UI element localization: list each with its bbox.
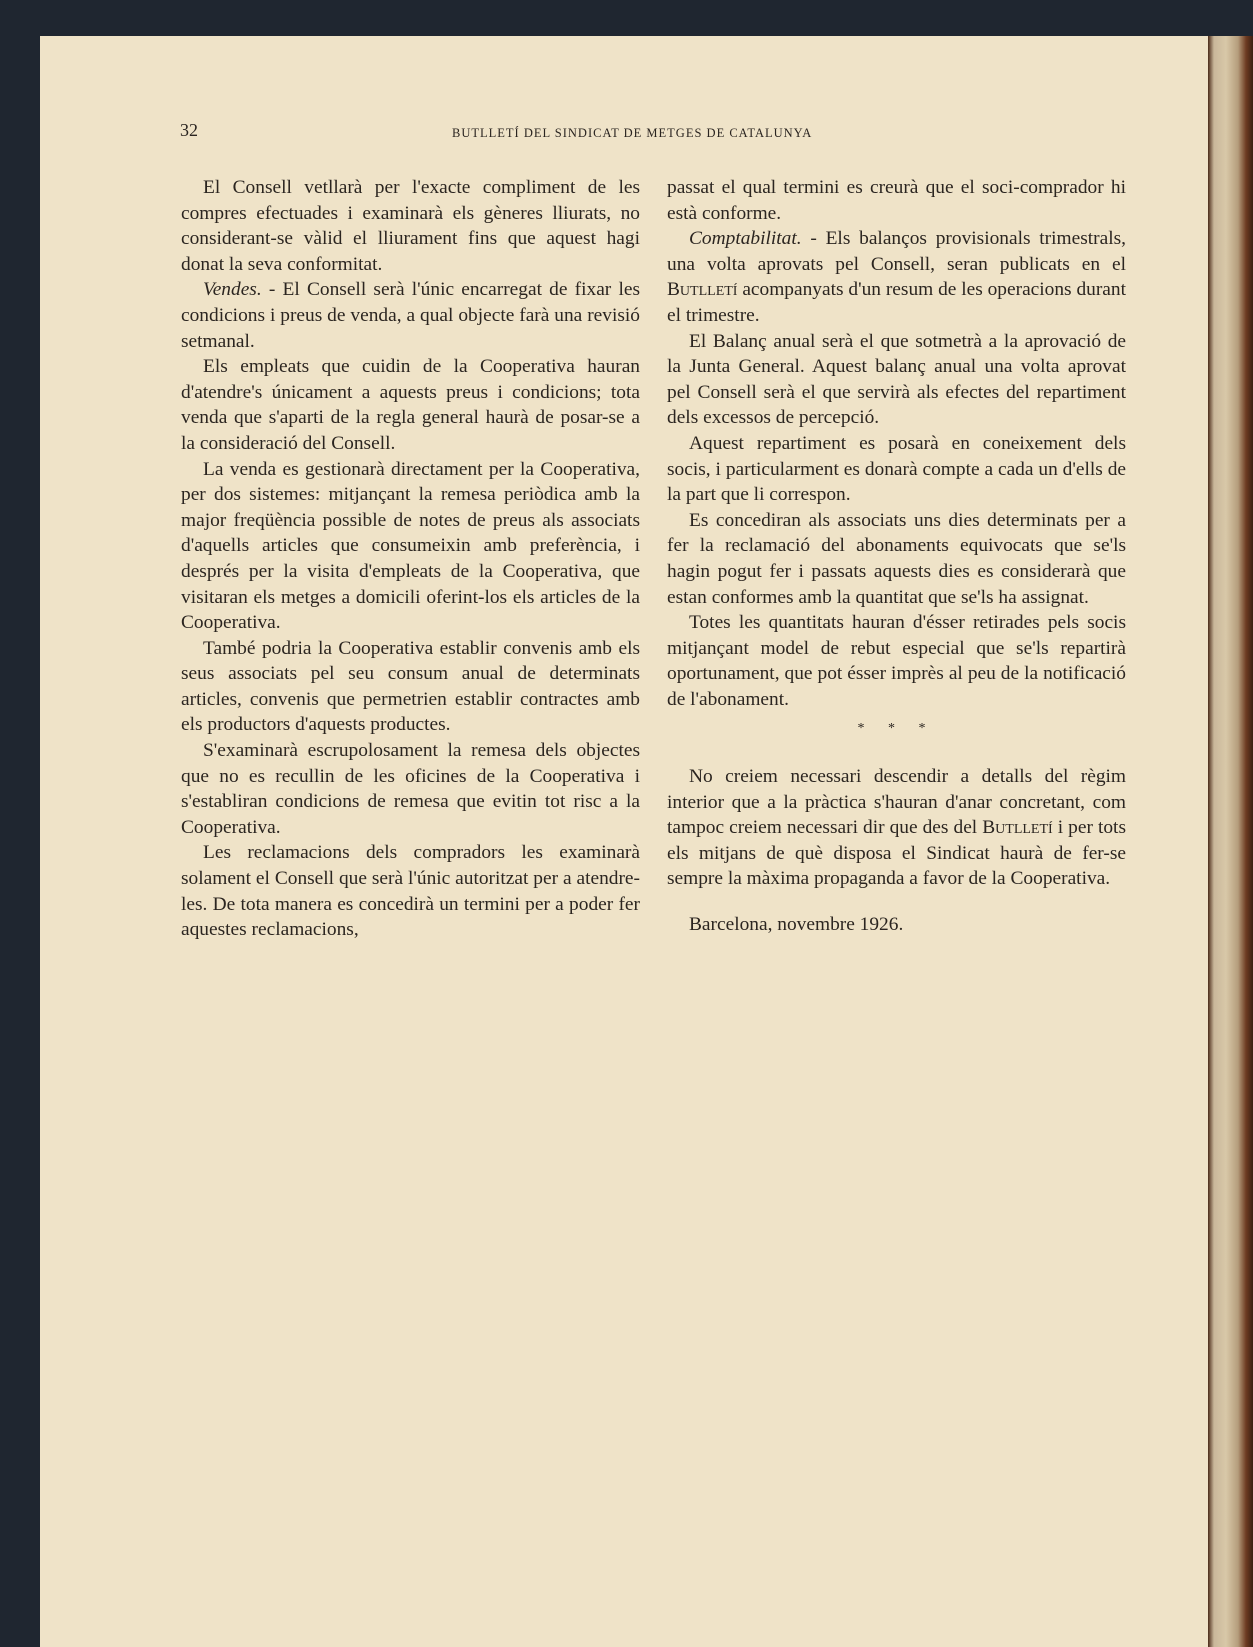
paragraph-body: - Els balanços provisionals trimestrals, una volta aprovats pel Consell, seran publicats en el (667, 228, 1126, 275)
paragraph-vendes (181, 277, 640, 354)
running-head: BUTLLETÍ DEL SINDICAT DE METGES DE CATALUNYA (452, 126, 813, 140)
section-separator: * * * (857, 721, 936, 737)
book-edge (1208, 36, 1253, 1647)
paragraph-body: No creiem necessari descendir a detalls del règim interior que a la pràctica s'hauran d'anar concretant, com tampoc creiem necessari dir que des del (667, 766, 1126, 839)
paragraph: Totes les quantitats hauran d'ésser retirades pels socis mitjançant model de rebut especial que se'ls repartirà oportunament, que pot ésser imprès al peu de la notificació de l'abonament. (667, 612, 1126, 710)
spacer (667, 892, 1126, 912)
paragraph: Els empleats que cuidin de la Cooperativa hauran d'atendre's únicament a aquests preus i condicions; tota venda que s'aparti de la regla general haurà de posar-se a la consideració del Consell. (181, 356, 640, 454)
paragraph: La venda es gestionarà directament per la Cooperativa, per dos sistemes: mitjançant la remesa periòdica amb la major freqüència possible de notes de preus als associats d'aquells articles que consumeixin amb preferència, i després per la visita d'empleats de la Cooperativa, que visitaran els metges a domicili oferint-los els articles de la Cooperativa. (181, 458, 640, 634)
paragraph-body: i per tots els mitjans de què disposa el Sindicat haurà de fer-se sempre la màxima propaganda a favor de la Cooperativa. (667, 817, 1126, 890)
section-heading: Vendes. (203, 279, 262, 301)
section-heading: Comptabilitat. (689, 228, 802, 250)
paragraph: Aquest repartiment es posarà en coneixement dels socis, i particularment es donarà compte a cada un d'ells de la part que li correspon. (667, 432, 1126, 506)
paragraph-comptabilitat (667, 226, 1126, 328)
paragraph: També podria la Cooperativa establir convenis amb els seus associats pel seu consum anual de determinats articles, convenis que permetrien establir contractes amb els productors d'aquests productes. (181, 637, 640, 736)
left-column (181, 175, 640, 943)
paragraph: passat el qual termini es creurà que el soci-comprador hi està conforme. (667, 177, 1126, 224)
place-date: Barcelona, novembre 1926. (689, 914, 904, 936)
page-number: 32 (180, 120, 198, 140)
paragraph-body: - El Consell serà l'únic encarregat de fixar les condicions i preus de venda, a qual objecte farà una revisió setmanal. (181, 279, 640, 352)
page-header (180, 122, 1180, 146)
paragraph: Es concediran als associats uns dies determinats per a fer la reclamació del abonaments equivocats que se'ls hagin pogut fer i passats aquests dies es considerarà que estan conformes amb la quantitat que se'ls ha assignat. (667, 509, 1126, 608)
paragraph: Les reclamacions dels compradors les examinarà solament el Consell que serà l'únic autoritzat per a atendre-les. De tota manera es concedirà un termini per a poder fer aquestes reclamacions, (181, 842, 640, 941)
right-column (667, 175, 1126, 938)
paragraph: S'examinarà escrupolosament la remesa dels objectes que no es recullin de les oficines de la Cooperativa i s'establiran condicions de remesa que evitin tot risc a la Cooperativa. (181, 740, 640, 838)
paragraph-body: acompanyats d'un resum de les operacions durant el trimestre. (667, 279, 1126, 326)
paragraph-closing-remarks (667, 764, 1126, 892)
paragraph: El Consell vetllarà per l'exacte compliment de les compres efectuades i examinarà els gèneres lliurats, no considerant-se vàlid el lliurament fins que aquest hagi donat la seva conformitat. (181, 177, 640, 275)
paragraph: El Balanç anual serà el que sotmetrà a la aprovació de la Junta General. Aquest balanç anual una volta aprovat pel Consell serà el que servirà als efectes del repartiment dels excessos de percepció. (667, 330, 1126, 429)
butlleti-name: Butlletí (982, 817, 1053, 839)
butlleti-name: Butlletí (667, 279, 738, 301)
